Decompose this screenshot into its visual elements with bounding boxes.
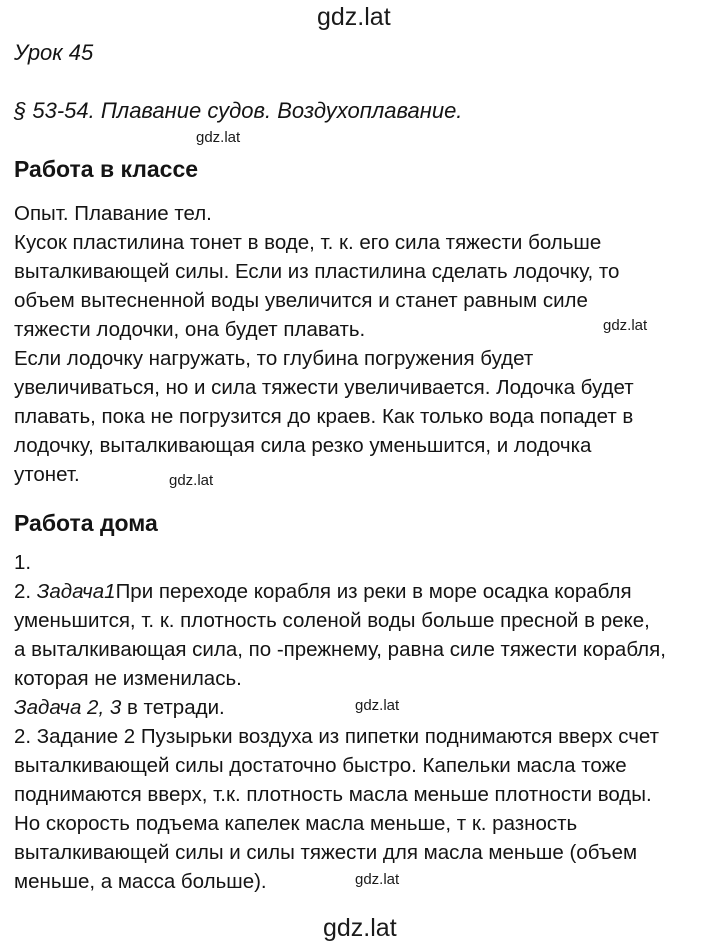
watermark-top: gdz.lat [317,3,391,31]
homework-line: поднимаются вверх, т.к. плотность масла меньше плотности воды. [14,783,652,806]
lesson-title: Урок 45 [14,40,94,65]
homework-item-2-first-line [14,582,632,603]
item2-task-label: Задача1 [36,580,116,603]
watermark-right-mid: gdz.lat [603,317,648,334]
watermark-after-title: gdz.lat [196,129,241,146]
classwork-heading: Работа в классе [14,156,199,182]
classwork-line: тяжести лодочки, она будет плавать. [14,318,366,341]
homework-item-1: 1. [14,551,32,574]
classwork-line: Кусок пластилина тонет в воде, т. к. его сила тяжести больше [14,231,602,254]
classwork-line: выталкивающей силы. Если из пластилина сделать лодочку, то [14,260,620,283]
classwork-line: объем вытесненной воды увеличится и станет равным силе [14,289,588,312]
classwork-line: Опыт. Плавание тел. [14,202,212,225]
task23-label: Задача 2, 3 [14,696,122,719]
item2-text: При переходе корабля из реки в море осадка корабля [115,580,632,603]
section-title: § 53-54. Плавание судов. Воздухоплавание. [14,98,463,123]
watermark-after-last: gdz.lat [355,871,400,888]
watermark-bottom: gdz.lat [323,914,397,942]
homework-line: 2. Задание 2 Пузырьки воздуха из пипетки поднимаются вверх счет [14,725,660,748]
classwork-line: утонет. [14,463,80,486]
classwork-line: Если лодочку нагружать, то глубина погружения будет [14,347,534,370]
watermark-after-task23: gdz.lat [355,697,400,714]
homework-line: а выталкивающая сила, по -прежнему, равна силе тяжести корабля, [14,638,666,661]
item2-prefix: 2. [14,580,37,603]
watermark-after-class: gdz.lat [169,472,214,489]
homework-line: выталкивающей силы достаточно быстро. Капельки масла тоже [14,754,627,777]
classwork-line: увеличиваться, но и сила тяжести увеличивается. Лодочка будет [14,376,634,399]
homework-line: меньше, а масса больше). [14,870,267,893]
homework-task-23 [14,698,225,719]
homework-line: которая не изменилась. [14,667,242,690]
classwork-line: плавать, пока не погрузится до краев. Как только вода попадет в [14,405,634,428]
homework-line: Но скорость подъема капелек масла меньше, т к. разность [14,812,578,835]
homework-line: выталкивающей силы и силы тяжести для масла меньше (объем [14,841,638,864]
homework-line: уменьшится, т. к. плотность соленой воды больше пресной в реке, [14,609,650,632]
task23-text: в тетради. [121,696,225,719]
homework-heading: Работа дома [14,510,158,536]
classwork-line: лодочку, выталкивающая сила резко уменьшится, и лодочка [14,434,592,457]
